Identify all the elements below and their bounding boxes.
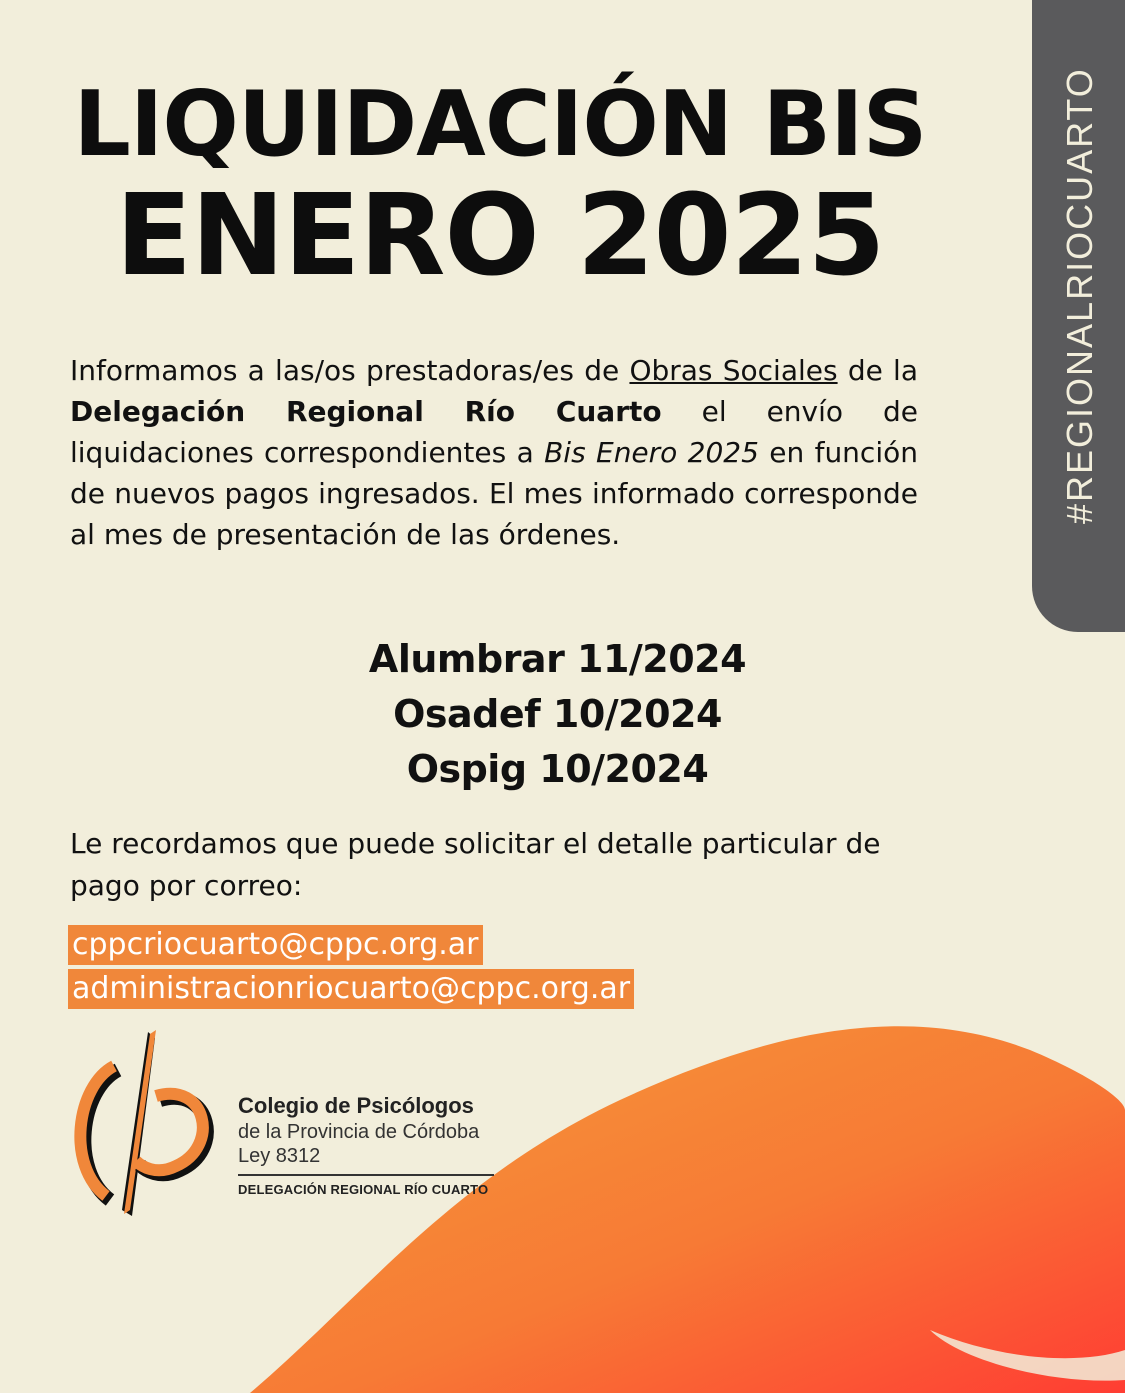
organization-law: Ley 8312 <box>238 1145 321 1167</box>
list-item: Ospig 10/2024 <box>406 747 709 791</box>
intro-paragraph: Informamos a las/os prestadoras/es de Obras Sociales de la Delegación Regional Río Cuarto el envío de liquidaciones correspondientes a Bis Enero 2025 en función de nuevos pagos ingresados. El mes informado corresponde al mes de presentación de las órdenes. <box>70 354 918 551</box>
title-line-2: ENERO 2025 <box>115 171 885 301</box>
email-link[interactable]: administracionriocuarto@cppc.org.ar <box>68 969 634 1009</box>
organization-province: de la Provincia de Córdoba <box>238 1121 480 1143</box>
organization-name: Colegio de Psicólogos <box>238 1093 474 1118</box>
title-line-1: LIQUIDACIÓN BIS <box>73 72 927 177</box>
obras-sociales-list <box>200 632 915 797</box>
cp-logo-icon <box>60 1030 220 1245</box>
email-list <box>68 925 634 1013</box>
divider <box>238 1174 494 1176</box>
organization-info <box>238 1092 494 1198</box>
email-link[interactable]: cppcriocuarto@cppc.org.ar <box>68 925 483 965</box>
period-name: Bis Enero 2025 <box>544 436 759 469</box>
obras-sociales-link: Obras Sociales <box>629 354 838 387</box>
list-item: Alumbrar 11/2024 <box>368 637 747 681</box>
list-item: Osadef 10/2024 <box>393 692 722 736</box>
reminder-text: Le recordamos que puede solicitar el detalle particular de pago por correo: <box>70 827 881 902</box>
side-tab-hashtag: #REGIONALRIOCUARTO <box>1059 67 1100 524</box>
delegation-name: Delegación Regional Río Cuarto <box>70 395 662 428</box>
organization-delegation: DELEGACIÓN REGIONAL RÍO CUARTO <box>238 1182 489 1197</box>
